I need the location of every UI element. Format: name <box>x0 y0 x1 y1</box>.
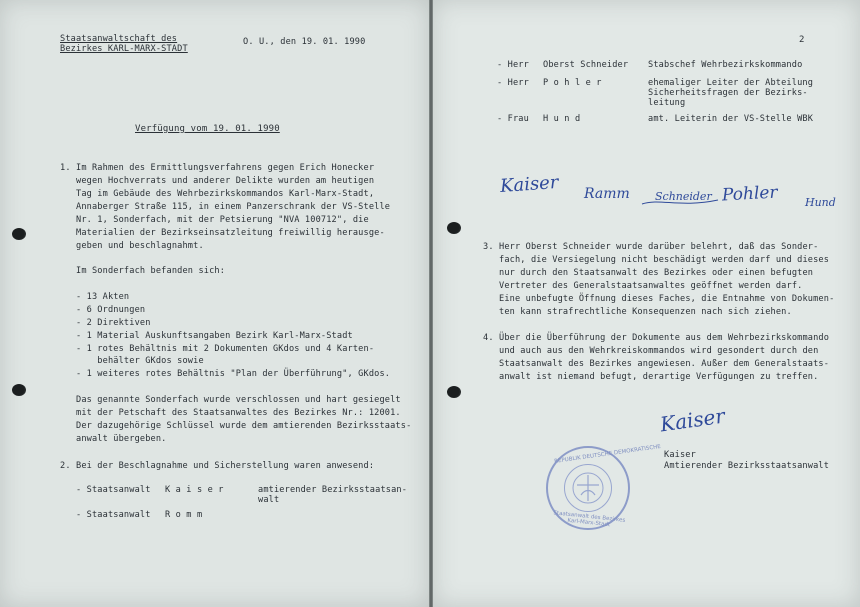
person-role: Sicherheitsfragen der Bezirks- <box>648 88 808 98</box>
text-line: geben und beschlagnahmt. <box>76 241 204 251</box>
person-title: - Herr <box>497 60 529 70</box>
handwritten-signature: Pohler <box>721 182 779 206</box>
text-line: und auch aus den Wehrkreiskommandos wird gesondert durch den <box>499 346 819 356</box>
list-item: - 6 Ordnungen <box>76 305 146 315</box>
document-title: Verfügung vom 19. 01. 1990 <box>135 124 280 134</box>
left-page <box>0 0 429 607</box>
text-line: Staatsanwalt des Bezirkes angewiesen. Außer dem Generalstaats- <box>499 359 830 369</box>
item-2-number: 2. <box>60 461 71 471</box>
text-line: wegen Hochverrats und anderer Delikte wurden am heutigen <box>76 176 375 186</box>
punch-hole <box>447 222 461 234</box>
person-title: - Staatsanwalt <box>76 510 151 520</box>
person-role: walt <box>258 495 280 505</box>
person-role: Stabschef Wehrbezirkskommando <box>648 60 803 70</box>
official-stamp <box>546 443 662 530</box>
list-item: - 2 Direktiven <box>76 318 151 328</box>
handwritten-signature: Kaiser <box>499 171 560 198</box>
item-2-intro: Bei der Beschlagnahme und Sicherstellung waren anwesend: <box>76 461 375 471</box>
text-line: nur durch den Staatsanwalt des Bezirkes oder einen befugten <box>499 268 814 278</box>
text-line: Nr. 1, Sonderfach, mit der Petsierung "NVA 100712", die <box>76 215 369 225</box>
person-role: leitung <box>648 98 686 108</box>
sender-line-1: Staatsanwaltschaft des <box>60 34 178 44</box>
text-line: Tag im Gebäude des Wehrbezirkskommandos Karl-Marx-Stadt, <box>76 189 375 199</box>
person-role: ehemaliger Leiter der Abteilung <box>648 78 814 88</box>
person-title: - Staatsanwalt <box>76 485 151 495</box>
item-3-number: 3. <box>483 242 494 252</box>
stamp-emblem <box>564 464 612 512</box>
text-line: anwalt übergeben. <box>76 434 167 444</box>
signature-stroke <box>640 196 720 208</box>
text-line: Eine unbefugte Öffnung dieses Faches, die Entnahme von Dokumen- <box>499 294 835 304</box>
list-item: - 1 Material Auskunftsangaben Bezirk Karl-Marx-Stadt <box>76 331 353 341</box>
text-line: anwalt ist niemand befugt, derartige Verfügungen zu treffen. <box>499 372 819 382</box>
item-4-number: 4. <box>483 333 494 343</box>
signer-name: Kaiser <box>664 450 696 460</box>
text-line: Im Rahmen des Ermittlungsverfahrens gegen Erich Honecker <box>76 163 375 173</box>
person-name: R o m m <box>165 510 203 520</box>
stamp-top-text: REPUBLIK DEUTSCHE DEMOKRATISCHE <box>553 443 662 465</box>
person-role: amtierender Bezirksstaatsan- <box>258 485 408 495</box>
handwritten-signature: Kaiser <box>658 403 727 437</box>
page-number: 2 <box>799 35 805 45</box>
person-title: - Herr <box>497 78 529 88</box>
item-1-number: 1. <box>60 163 71 173</box>
signer-role: Amtierender Bezirksstaatsanwalt <box>664 461 830 471</box>
punch-hole <box>12 228 26 240</box>
text-line: Vertreter des Generalstaatsanwaltes geöffnet werden darf. <box>499 281 803 291</box>
handwritten-signature: Schneider <box>655 190 712 203</box>
list-intro: Im Sonderfach befanden sich: <box>76 266 226 276</box>
list-item: - 1 weiteres rotes Behältnis "Plan der Überführung", GKdos. <box>76 369 391 379</box>
text-line: Annaberger Straße 115, in einem Panzerschrank der VS-Stelle <box>76 202 391 212</box>
list-item: - 1 rotes Behältnis mit 2 Dokumenten GKdos und 4 Karten- <box>76 344 375 354</box>
person-name: H u n d <box>543 114 581 124</box>
text-line: fach, die Versiegelung nicht beschädigt werden darf und dieses <box>499 255 830 265</box>
text-line: Über die Überführung der Dokumente aus dem Wehrbezirkskommando <box>499 333 830 343</box>
person-name: P o h l e r <box>543 78 602 88</box>
person-name: K a i s e r <box>165 485 224 495</box>
list-item: - 13 Akten <box>76 292 130 302</box>
text-line: Der dazugehörige Schlüssel wurde dem amtierenden Bezirksstaats- <box>76 421 412 431</box>
punch-hole <box>447 386 461 398</box>
punch-hole <box>12 384 26 396</box>
handwritten-signature: Ramm <box>584 186 630 202</box>
text-line: Materialien der Bezirkseinsatzleitung freiwillig herausge- <box>76 228 385 238</box>
handwritten-signature: Hund <box>805 196 836 209</box>
stamp-bottom-text: Staatsanwalt des Bezirkes Karl-Marx-Stadt <box>553 510 626 529</box>
sender-line-2: Bezirkes KARL-MARX-STADT <box>60 44 188 54</box>
text-line: Das genannte Sonderfach wurde verschlossen und hart gesiegelt <box>76 395 401 405</box>
text-line: mit der Petschaft des Staatsanwaltes des Bezirkes Nr.: 12001. <box>76 408 401 418</box>
list-item: behälter GKdos sowie <box>76 356 204 366</box>
person-name: Oberst Schneider <box>543 60 629 70</box>
person-role: amt. Leiterin der VS-Stelle WBK <box>648 114 814 124</box>
text-line: ten kann strafrechtliche Konsequenzen nach sich ziehen. <box>499 307 792 317</box>
date-line: O. U., den 19. 01. 1990 <box>243 37 366 47</box>
text-line: Herr Oberst Schneider wurde darüber belehrt, daß das Sonder- <box>499 242 819 252</box>
person-title: - Frau <box>497 114 529 124</box>
emblem-icon <box>565 465 611 511</box>
